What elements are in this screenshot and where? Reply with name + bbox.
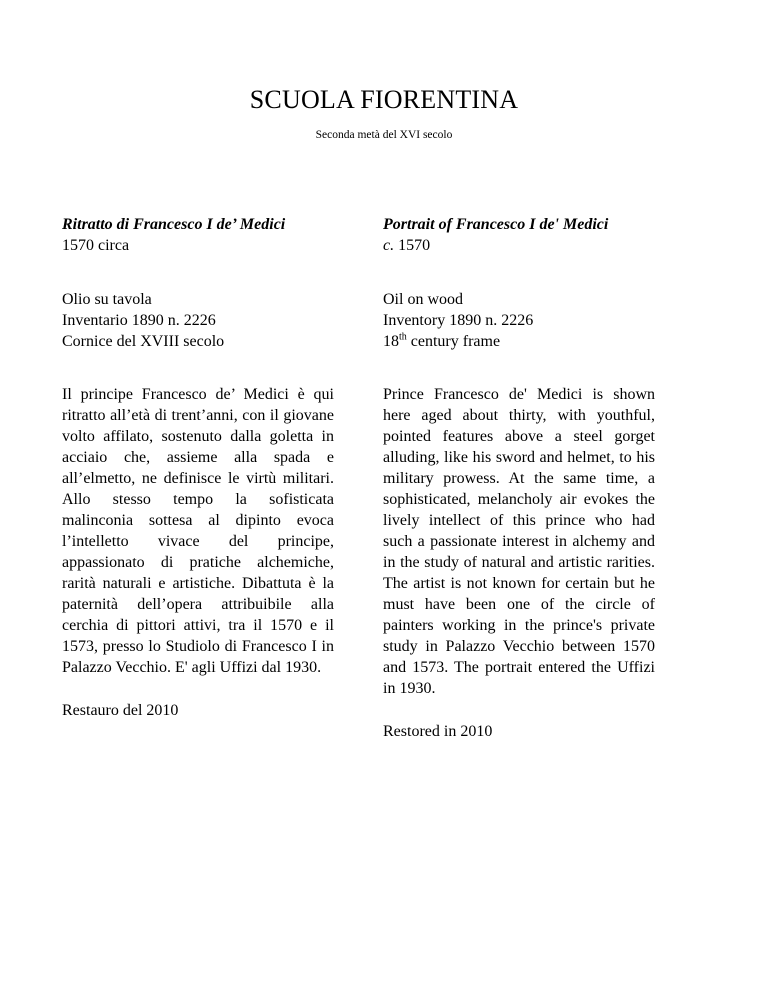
english-frame bbox=[383, 331, 655, 352]
italian-work-title: Ritratto di Francesco I de’ Medici bbox=[62, 216, 286, 233]
english-date bbox=[383, 235, 655, 256]
italian-description: Il principe Francesco de’ Medici è qui ritratto all’età di trent’anni, con il giovane volto affilato, sostenuto dalla goletta in acciaio che, assieme alla spada e all’elmetto, ne definisce le virtù militari. Allo stesso tempo la sofisticata malinconia sottesa al dipinto evoca l’intelletto vivace del principe, appassionato di pratiche alchemiche, rarità naturali e artistiche. Dibattuta è la paternità dell’opera attribuibile alla cerchia di pittori attivi, tra il 1570 e il 1573, presso lo Studiolo di Francesco I in Palazzo Vecchio. E' agli Uffizi dal 1930. bbox=[62, 386, 334, 676]
english-restoration: Restored in 2010 bbox=[383, 723, 493, 740]
english-heading bbox=[383, 214, 655, 256]
italian-date: 1570 circa bbox=[62, 237, 130, 254]
english-frame-sup: th bbox=[399, 331, 407, 343]
english-technical-info bbox=[383, 289, 655, 352]
english-work-title: Portrait of Francesco I de' Medici bbox=[383, 216, 609, 233]
italian-heading bbox=[62, 214, 334, 256]
page-title: SCUOLA FIORENTINA bbox=[249, 85, 519, 114]
italian-inventory: Inventario 1890 n. 2226 bbox=[62, 312, 216, 329]
page-subtitle: Seconda metà del XVI secolo bbox=[315, 129, 453, 141]
english-description: Prince Francesco de' Medici is shown here aged about thirty, with youthful, pointed features above a steel gorget alluding, like his sword and helmet, to his military prowess. At the same time, a sophisticated, melancholy air evokes the lively intellect of this prince who had such a passionate interest in alchemy and in the study of natural and artistic rarities. The artist is not known for certain but he must have been one of the circle of painters working in the prince's private study in Palazzo Vecchio between 1570 and 1573. The portrait entered the Uffizi in 1930. bbox=[383, 386, 655, 697]
italian-column bbox=[62, 214, 334, 721]
italian-medium: Olio su tavola bbox=[62, 291, 152, 308]
english-date-year: 1570 bbox=[398, 237, 431, 254]
english-frame-rest: century frame bbox=[410, 333, 501, 350]
english-column bbox=[383, 214, 655, 742]
italian-technical-info bbox=[62, 289, 334, 352]
italian-frame: Cornice del XVIII secolo bbox=[62, 333, 225, 350]
english-inventory: Inventory 1890 n. 2226 bbox=[383, 312, 534, 329]
english-medium: Oil on wood bbox=[383, 291, 463, 308]
italian-restoration: Restauro del 2010 bbox=[62, 702, 179, 719]
english-frame-number: 18 bbox=[383, 333, 399, 350]
english-date-prefix: c. bbox=[383, 237, 395, 254]
